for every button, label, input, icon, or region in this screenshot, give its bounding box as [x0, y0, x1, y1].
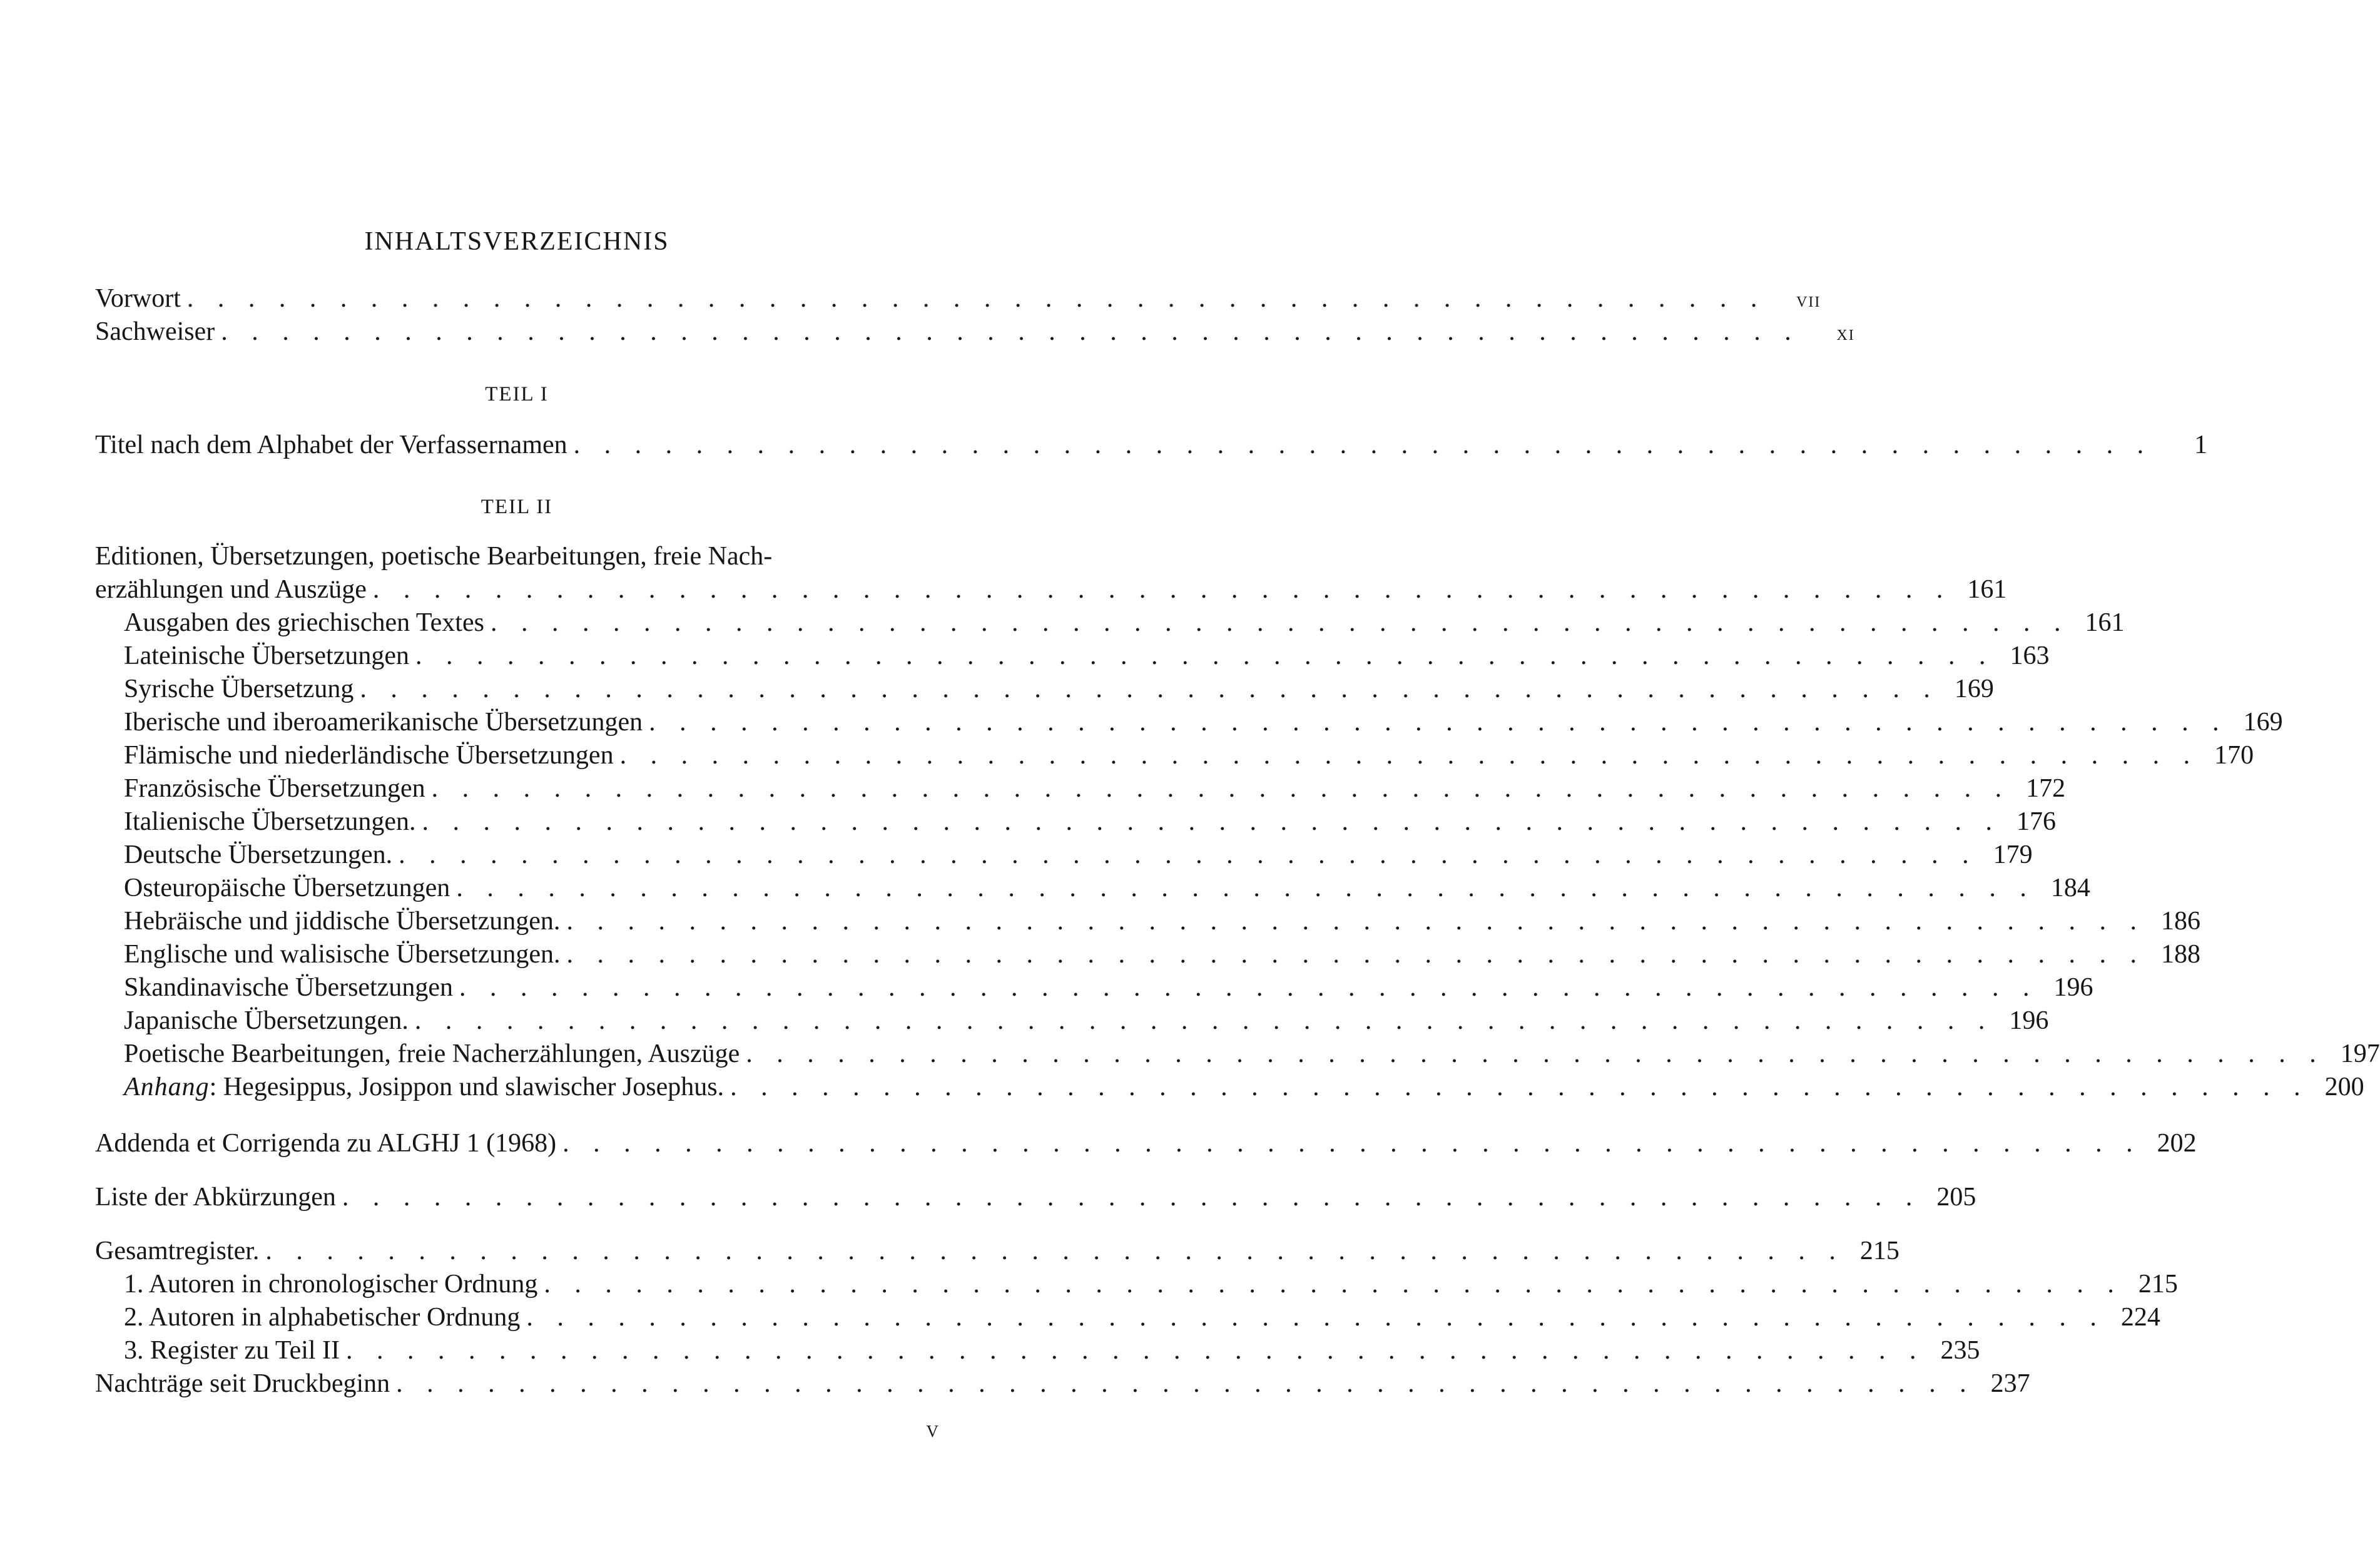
- toc-subentry-anhang: [95, 1070, 2364, 1104]
- dot-leader: . . . . . . . . . . . . . . . . . . . . . . . . . . . . . . . . . . . . . . . . . . . . . . . . . . . .: [649, 708, 2228, 737]
- toc-subentry: [95, 805, 2056, 839]
- dot-leader: . . . . . . . . . . . . . . . . . . . . . . . . . . . . . . . . . . . . . . . . . . . . . . . . . . . .: [490, 608, 2070, 637]
- toc-page-number: 1: [2194, 431, 2208, 459]
- toc-page-number: vii: [1796, 288, 1821, 312]
- toc-entry-gesamtregister: [95, 1234, 1899, 1268]
- toc-entry-text: Flämische und niederländische Übersetzungen: [124, 741, 614, 770]
- toc-subentry: [95, 772, 2066, 805]
- dot-leader: . . . . . . . . . . . . . . . . . . . . . . . . . . . . . . . . . . . . . . . . . . . . . . . . . . . .: [360, 675, 1939, 703]
- toc-page-number: 200: [2324, 1073, 2364, 1101]
- toc-entry-abkuerzungen: [95, 1180, 1976, 1214]
- toc-entry-sachweiser: [95, 315, 1855, 349]
- toc-page-number: 161: [1967, 575, 2007, 604]
- toc-entry-text: 3. Register zu Teil II: [124, 1336, 340, 1365]
- toc-page-number: 169: [1954, 675, 1994, 703]
- toc-entry-text: Deutsche Übersetzungen.: [124, 840, 393, 869]
- toc-entry-text: Osteuropäische Übersetzungen: [124, 874, 450, 902]
- dot-leader: . . . . . . . . . . . . . . . . . . . . . . . . . . . . . . . . . . . . . . . . . . . . . . . . . . . .: [573, 431, 2153, 459]
- toc-page-number: 215: [1859, 1237, 1899, 1265]
- toc-page-number: 161: [2085, 608, 2125, 637]
- toc-subentry: [95, 871, 2090, 905]
- dot-leader: . . . . . . . . . . . . . . . . . . . . . . . . . . . . . . . . . . . . . . . . . . . . . . . . . . . .: [730, 1073, 2309, 1101]
- anhang-label: Anhang: [124, 1073, 210, 1101]
- toc-page-number: 172: [2026, 774, 2066, 803]
- toc-page-number: xi: [1836, 322, 1855, 345]
- toc-page-number: 188: [2160, 940, 2200, 969]
- toc-page-number: 202: [2157, 1129, 2197, 1158]
- toc-entry-text: Iberische und iberoamerikanische Übersetzungen: [124, 708, 643, 737]
- toc-subentry: [95, 606, 2125, 640]
- toc-subentry: [95, 639, 2050, 673]
- toc-entry-text: Vorwort: [95, 284, 181, 313]
- toc-subentry: [95, 904, 2200, 938]
- dot-leader: . . . . . . . . . . . . . . . . . . . . . . . . . . . . . . . . . . . . . . . . . . . . . . . . . . . .: [372, 575, 1952, 604]
- toc-entry-text: Poetische Bearbeitungen, freie Nacherzählungen, Auszüge: [124, 1039, 740, 1068]
- dot-leader: . . . . . . . . . . . . . . . . . . . . . . . . . . . . . . . . . . . . . . . . . . . . . . . . . . . .: [414, 1006, 1994, 1035]
- toc-subentry: [95, 838, 2033, 872]
- toc-entry-text: Titel nach dem Alphabet der Verfassernamen: [95, 431, 567, 459]
- toc-page-number: 184: [2050, 874, 2090, 902]
- toc-page-number: 205: [1936, 1183, 1976, 1212]
- toc-page-number: 237: [1990, 1369, 2030, 1398]
- page-title: INHALTSVERZEICHNIS: [364, 227, 669, 256]
- toc-entry-text: [95, 1070, 724, 1104]
- dot-leader: . . . . . . . . . . . . . . . . . . . . . . . . . . . . . . . . . . . . . . . . . . . . . . . . . . . .: [186, 284, 1766, 313]
- toc-subentry: [95, 937, 2200, 971]
- toc-subentry: [95, 1267, 2178, 1301]
- toc-page-number: 224: [2120, 1303, 2160, 1332]
- dot-leader: . . . . . . . . . . . . . . . . . . . . . . . . . . . . . . . . . . . . . . . . . . . . . . . . . . . .: [342, 1183, 1921, 1212]
- dot-leader: . . . . . . . . . . . . . . . . . . . . . . . . . . . . . . . . . . . . . . . . . . . . . . . . . . . .: [431, 774, 2011, 803]
- section-heading-teil-1: TEIL I: [485, 383, 549, 406]
- toc-entry-text: Italienische Übersetzungen.: [124, 807, 416, 836]
- dot-leader: . . . . . . . . . . . . . . . . . . . . . . . . . . . . . . . . . . . . . . . . . . . . . . . . . . . .: [746, 1039, 2325, 1068]
- dot-leader: . . . . . . . . . . . . . . . . . . . . . . . . . . . . . . . . . . . . . . . . . . . . . . . . . . . .: [265, 1237, 1844, 1265]
- dot-leader: . . . . . . . . . . . . . . . . . . . . . . . . . . . . . . . . . . . . . . . . . . . . . . . . . . . .: [619, 741, 2199, 770]
- dot-leader: . . . . . . . . . . . . . . . . . . . . . . . . . . . . . . . . . . . . . . . . . . . . . . . . . . . .: [544, 1270, 2123, 1299]
- toc-page-number: 176: [2016, 807, 2056, 836]
- toc-page-number: 197: [2340, 1039, 2380, 1068]
- dot-leader: . . . . . . . . . . . . . . . . . . . . . . . . . . . . . . . . . . . . . . . . . . . . . . . . . . . .: [399, 840, 1978, 869]
- dot-leader: . . . . . . . . . . . . . . . . . . . . . . . . . . . . . . . . . . . . . . . . . . . . . . . . . . . .: [562, 1129, 2142, 1158]
- toc-entry-text: Gesamtregister.: [95, 1237, 260, 1265]
- toc-entry-text: Addenda et Corrigenda zu ALGHJ 1 (1968): [95, 1129, 557, 1158]
- toc-entry-addenda: [95, 1126, 2197, 1160]
- toc-page-number: 215: [2138, 1270, 2178, 1299]
- toc-entry-text: 1. Autoren in chronologischer Ordnung: [124, 1270, 538, 1299]
- toc-subentry: [95, 738, 2254, 772]
- toc-entry-text: Französische Übersetzungen: [124, 774, 425, 803]
- toc-entry-text: Nachträge seit Druckbeginn: [95, 1369, 390, 1398]
- toc-page-number: 196: [2053, 973, 2093, 1002]
- page-folio: v: [926, 1416, 938, 1442]
- toc-entry-text: Syrische Übersetzung: [124, 675, 354, 703]
- anhang-text: : Hegesippus, Josippon und slawischer Josephus.: [209, 1073, 725, 1101]
- dot-leader: . . . . . . . . . . . . . . . . . . . . . . . . . . . . . . . . . . . . . . . . . . . . . . . . . . . .: [566, 907, 2145, 936]
- toc-entry-text: Liste der Abkürzungen: [95, 1183, 336, 1212]
- toc-page-number: 179: [1993, 840, 2033, 869]
- toc-page-number: 163: [2010, 641, 2050, 670]
- toc-page-number: 169: [2243, 708, 2283, 737]
- dot-leader: . . . . . . . . . . . . . . . . . . . . . . . . . . . . . . . . . . . . . . . . . . . . . . . . . . . .: [396, 1369, 1975, 1398]
- toc-entry-text: Lateinische Übersetzungen: [124, 641, 409, 670]
- dot-leader: . . . . . . . . . . . . . . . . . . . . . . . . . . . . . . . . . . . . . . . . . . . . . . . . . . . .: [459, 973, 2038, 1002]
- toc-entry-text: Hebräische und jiddische Übersetzungen.: [124, 907, 561, 936]
- toc-subentry: [95, 1334, 1980, 1367]
- toc-entry-nachtraege: [95, 1367, 2030, 1401]
- toc-subentry: [95, 705, 2283, 739]
- dot-leader: . . . . . . . . . . . . . . . . . . . . . . . . . . . . . . . . . . . . . . . . . . . . . . . . . . . .: [221, 317, 1800, 346]
- dot-leader: . . . . . . . . . . . . . . . . . . . . . . . . . . . . . . . . . . . . . . . . . . . . . . . . . . . .: [422, 807, 2001, 836]
- dot-leader: . . . . . . . . . . . . . . . . . . . . . . . . . . . . . . . . . . . . . . . . . . . . . . . . . . . .: [415, 641, 1995, 670]
- toc-entry-text: Ausgaben des griechischen Textes: [124, 608, 484, 637]
- toc-entry-editionen: [95, 573, 2007, 606]
- toc-entry-text: Skandinavische Übersetzungen: [124, 973, 454, 1002]
- toc-subentry: [95, 672, 1994, 706]
- toc-page-number: 170: [2214, 741, 2254, 770]
- toc-entry-text: Sachweiser: [95, 317, 215, 346]
- toc-entry-text: Englische und walisische Übersetzungen.: [124, 940, 561, 969]
- dot-leader: . . . . . . . . . . . . . . . . . . . . . . . . . . . . . . . . . . . . . . . . . . . . . . . . . . . .: [346, 1336, 1925, 1365]
- section-heading-teil-2: TEIL II: [481, 496, 553, 518]
- dot-leader: . . . . . . . . . . . . . . . . . . . . . . . . . . . . . . . . . . . . . . . . . . . . . . . . . . . .: [566, 940, 2145, 969]
- toc-entry-text: 2. Autoren in alphabetischer Ordnung: [124, 1303, 521, 1332]
- toc-entry-editionen-line1: Editionen, Übersetzungen, poetische Bearbeitungen, freie Nach-: [95, 542, 773, 571]
- toc-entry-text: Japanische Übersetzungen.: [124, 1006, 409, 1035]
- toc-entry-text: erzählungen und Auszüge: [95, 575, 367, 604]
- toc-subentry: [95, 1300, 2160, 1334]
- toc-subentry: [95, 1004, 2049, 1038]
- toc-page-number: 196: [2009, 1006, 2049, 1035]
- toc-subentry: [95, 971, 2093, 1004]
- toc-page-number: 186: [2160, 907, 2200, 936]
- toc-entry-vorwort: [95, 282, 1821, 315]
- dot-leader: . . . . . . . . . . . . . . . . . . . . . . . . . . . . . . . . . . . . . . . . . . . . . . . . . . . .: [526, 1303, 2105, 1332]
- dot-leader: . . . . . . . . . . . . . . . . . . . . . . . . . . . . . . . . . . . . . . . . . . . . . . . . . . . .: [456, 874, 2035, 902]
- toc-subentry: [95, 1037, 2380, 1071]
- toc-entry-titel: [95, 428, 2208, 462]
- toc-page-number: 235: [1940, 1336, 1980, 1365]
